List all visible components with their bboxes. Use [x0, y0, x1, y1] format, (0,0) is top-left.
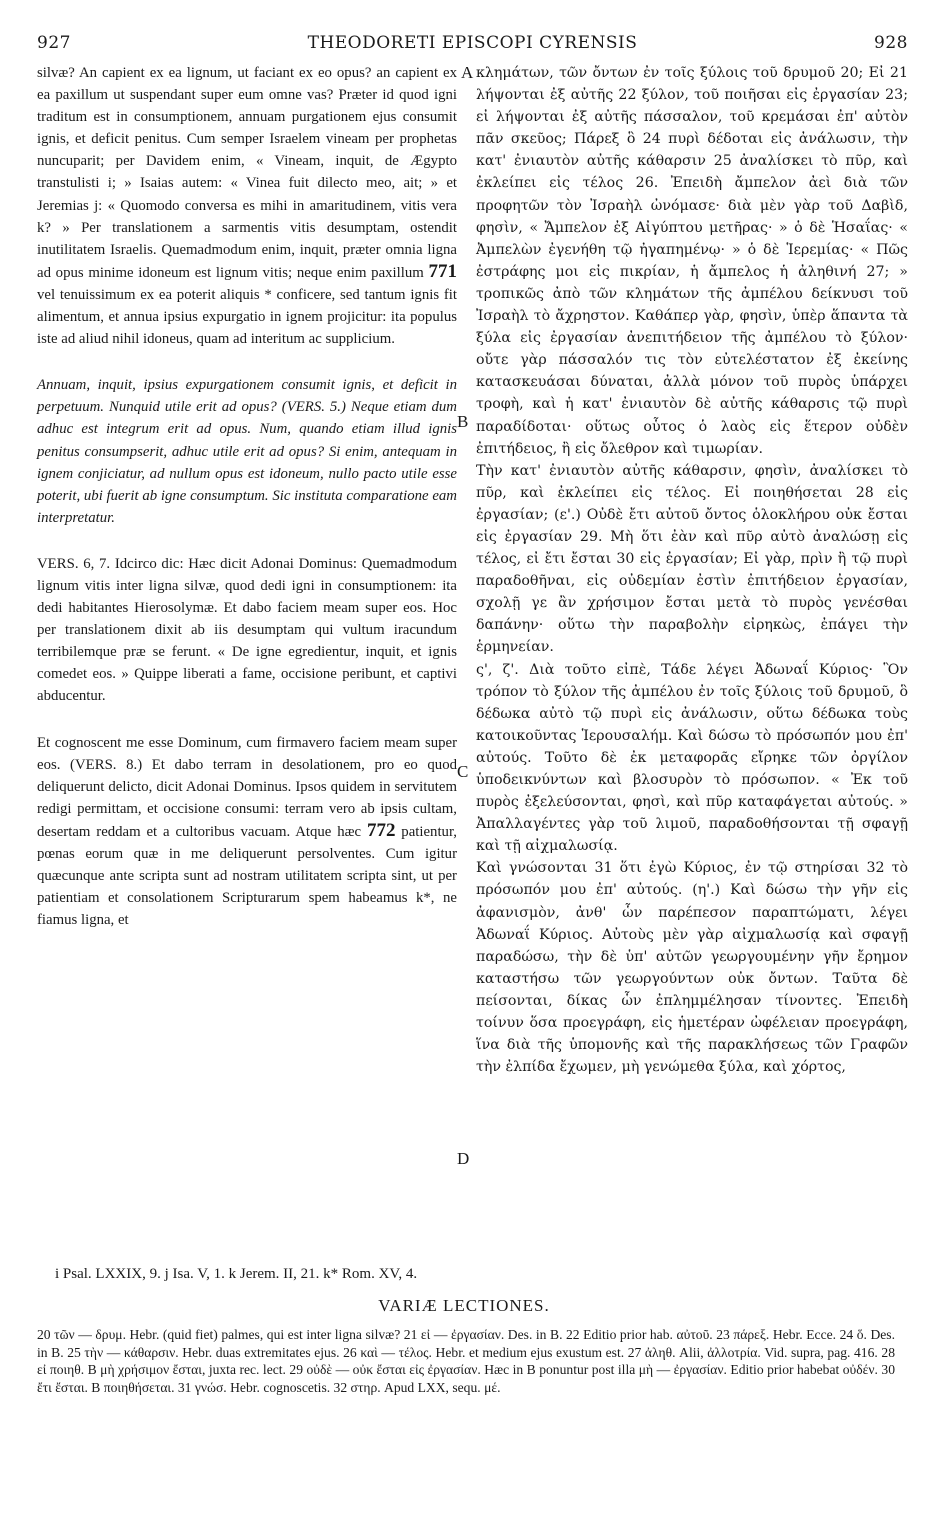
latin-paragraph-4-cont: patientur, pœnas eorum quæ in me deliquerunt persolventes. Cum igitur quæcunque ante scripta sunt ad nostram utilitatem scripta sint, ut per patientiam et consolationem Scripturarum spem habeamus k*, ne fiamus ligna, et: [37, 823, 457, 929]
variae-lectiones-notes: 20 τῶν — δρυμ. Hebr. (quid fiet) palmes, qui est inter ligna silvæ? 21 εἰ — ἐργασίαν. Des. in B. 22 Editio prior hab. αὐτοῦ. 23 πάρεξ. Hebr. Ecce. 24 ὅ. Des. in B. 25 τὴν — κάθαρσιν. Hebr. duas extremitates ejus. 26 καὶ — τέλος. Hebr. et medium ejus exustum est. 27 ἀληθ. Alii, ἀλλοτρία. Vid. supra, pag. 416. 28 εἰ ποιηθ. B μὴ χρήσιμον ἔσται, juxta rec. lect. 29 οὐδὲ — οὐκ ἔσται εἰς ἐργασίαν. Hæc in B ponuntur post illa μὴ — ἐργασίαν. Editio prior habebat οὐδέν. 30 ἔτι ἔσται. B ποιηθήσεται. 31 γνώσ. Hebr. cognoscetis. 32 στηρ. Apud LXX, sequ. μέ.: [37, 1327, 895, 1395]
section-marker-d: D: [457, 1149, 470, 1168]
running-title: THEODORETI EPISCOPI CYRENSIS: [307, 33, 638, 53]
latin-paragraph-4-text: Et cognoscent me esse Dominum, cum firmavero faciem meam super eos. (VERS. 8.) Et dabo terram in desolationem, pro eo quod deliquerunt delicto, dicit Adonai Dominus. Ipsos quidem in servitutem redigi permittam, et occisione consumi: terram vero ab ipsis cultam, desertam reddam et a cultoribus vacuam. Atque hæc: [37, 734, 457, 840]
section-marker-a: A: [461, 63, 474, 82]
column-number-771: 771: [428, 260, 457, 282]
greek-paragraph-2: Τὴν κατ' ἐνιαυτὸν αὐτῆς κάθαρσιν, φησὶν, ἀναλίσκει τὸ πῦρ, καὶ ἐκλείπει εἰς τέλος. Εἰ ποιηθήσεται 28 εἰς ἐργασίαν; (ε'.) Οὐδὲ ἔτι αὐτοῦ ὄντος ὁλοκλήρου οὐκ ἔσται εἰς ἐργασίαν 29. Μὴ ὅτι ἐὰν καὶ πῦρ αὐτὸ ἀναλώσῃ εἰς τέλος, εἰ ἔτι ἔσται 30 εἰς ἐργασίαν; Εἰ γὰρ, πρὶν ἢ τῷ πυρὶ παραδοθῆναι, εἰς οὐδεμίαν ἐστὶν ἐπιτήδειον ἐργασίαν, σχολῇ γε ἂν χρήσιμον ἔσται μετὰ τὸ πυρὸς γενέσθαι δαπάνην· οὕτω τὴν παραβολὴν εἰρηκὼς, ἐπάγει τὴν ἑρμηνείαν.: [476, 462, 908, 656]
variae-lectiones-heading: VARIÆ LECTIONES.: [378, 1296, 550, 1315]
section-marker-c: C: [457, 762, 469, 781]
greek-paragraph-4: Καὶ γνώσονται 31 ὅτι ἐγὼ Κύριος, ἐν τῷ στηρίσαι 32 τὸ πρόσωπόν μου ἐπ' αὐτούς. (η'.) Καὶ δώσω τὴν γῆν εἰς ἀφανισμὸν, ἀνθ' ὧν παρέπεσον παραπτώματι, λέγει Ἀδωναΐ Κύριος. Αὐτοὺς μὲν γὰρ αἰχμαλωσίᾳ καὶ σφαγῇ παραδώσω, τὴν δὲ ὑπ' αὐτῶν γεωργουμένην γῆν ἔρημον καταστήσω τῶν γεωργούντων οὐκ ὄντων. Ταῦτα δὲ πείσονται, δίκας ὧν ἐπλημμέλησαν τίνοντες. Ἐπειδὴ τοίνυν ὅσα προεγράφη, εἰς ἡμετέραν ὠφέλειαν προεγράφη, ἵνα διὰ τῆς ὑπομονῆς καὶ τῆς παρακλήσεως τῶν Γραφῶν τὴν ἐλπίδα ἔχωμεν, μὴ γενώμεθα ξύλα, καὶ χόρτος,: [476, 860, 908, 1076]
latin-paragraph-1-cont: vel tenuissimum ex ea poterit aliquis * conficere, sed tantum ignis fit alimentum, et annua ipsius expurgatio in ignem projicitur: ita populus iste ad aliud nihil idoneus, quam ad interitum ac supplicium.: [37, 286, 457, 348]
page-number-left: 927: [37, 33, 71, 53]
greek-column: [476, 62, 908, 1078]
latin-paragraph-2: Annuam, inquit, ipsius expurgationem consumit ignis, et deficit in perpetuum. Nunquid utile erit ad opus? (VERS. 5.) Neque etiam dum adhuc est integrum erit ad opus. Num, quando etiam illud ignis penitus consumpserit, adhuc utile erit ad opus? Si enim, antequam in ignem conjiciatur, ad nullum opus est idoneum, nullo pacto utile esse poterit, ubi fuerit ab igne consumptum. Sic instituta comparatione eam interpretatur.: [37, 377, 457, 526]
scripture-references: i Psal. LXXIX, 9. j Isa. V, 1. k Jerem. II, 21. k* Rom. XV, 4.: [55, 1266, 418, 1282]
latin-paragraph-1-text: silvæ? An capient ex ea lignum, ut faciant ex eo opus? an capient ex ea paxillum ut suspendant super eum omne vas? Præter id quod igni traditum est in consumptionem, annuam purgationem ejus consumit ignis, et deficit penitus. Cum semper Israelem vineam per prophetas nuncuparit; per Davidem enim, « Vineam, inquit, de Ægypto transtulisti i; » Isaias autem: « Vinea fuit dilecto meo, ait; » et Jeremias j: « Quomodo conversa es mihi in amaritudinem, vitis vera k? » Per translationem a sarmentis vitis desumptam, ostendit inutilitatem Israelis. Quemadmodum enim, inquit, præter omnia ligna ad opus minime idoneum est lignum vitis; neque enim paxillum: [37, 65, 457, 281]
page-number-right: 928: [874, 33, 908, 53]
greek-paragraph-3: ς', ζ'. Διὰ τοῦτο εἰπὲ, Τάδε λέγει Ἀδωναΐ Κύριος· Ὃν τρόπον τὸ ξύλον τῆς ἀμπέλου ἐν τοῖς ξύλοις τοῦ δρυμοῦ, ὃ δέδωκα αὐτὸ τῷ πυρὶ εἰς ἀνάλωσιν, οὕτω δέδωκα τοὺς κατοικοῦντας Ἱερουσαλήμ. Καὶ δώσω τὸ πρόσωπόν μου ἐπ' αὐτούς. Τοῦτο δὲ ἐκ μεταφορᾶς εἴρηκε τῶν ὀργίλον ὑποδεικνύντων καὶ βλοσυρὸν τὸ πρόσωπον. « Ἐκ τοῦ πυρὸς ἐξελεύσονται, φησὶ, καὶ πῦρ καταφάγεται αὐτούς. » Ἀπαλλαγέντες γὰρ τοῦ λιμοῦ, παραδοθήσονται τῇ σφαγῇ καὶ τῇ αἰχμαλωσίᾳ.: [476, 661, 908, 855]
column-number-772: 772: [366, 819, 396, 841]
page-header: [37, 33, 908, 55]
latin-paragraph-3: VERS. 6, 7. Idcirco dic: Hæc dicit Adonai Dominus: Quemadmodum lignum vitis inter ligna silvæ, quod dedi igni in consumptionem: ita dedi habitantes Hierosolymæ. Et dabo faciem meam super eos. Hoc per translationem dixit ab iis desumptam qui vultum iracundum terribilemque præ se ferunt. « De igne egredientur, inquit, et ignis comedet eos. » Quippe liberati a fame, occisione peribunt, et captivi abducentur.: [37, 555, 457, 705]
greek-paragraph-1: κλημάτων, τῶν ὄντων ἐν τοῖς ξύλοις τοῦ δρυμοῦ 20; Εἰ 21 λήψονται ἐξ αὐτῆς 22 ξύλον, τοῦ ποιῆσαι εἰς ἐργασίαν 23; εἰ λήψονται ἐξ αὐτῆς πάσσαλον, τοῦ κρεμάσαι ἐπ' αὐτὸν πᾶν σκεῦος; Πάρεξ ὃ 24 πυρὶ δέδοται εἰς ἀνάλωσιν, τὴν κατ' ἐνιαυτὸν αὐτῆς κάθαρσιν 25 ἀναλίσκει τὸ πῦρ, καὶ ἐκλείπει εἰς τέλος 26. Ἐπειδὴ ἄμπελον ἀεὶ διὰ τῶν προφητῶν τὸν Ἰσραὴλ ὠνόμασε· διὰ μὲν γὰρ τοῦ Δαβὶδ, φησὶν, « Ἄμπελον ἐξ Αἰγύπτου μετῆρας· » ὁ δὲ Ἡσαΐας· « Ἀμπελὼν ἐγενήθη τῷ ἠγαπημένῳ· » ὁ δὲ Ἱερεμίας· « Πῶς ἐστράφης μοι εἰς πικρίαν, ἡ ἄμπελος ἡ ἀληθινή 27; » τροπικῶς ἀπὸ τῶν κλημάτων τῆς ἀμπέλου δείκνυσι τοῦ Ἰσραὴλ τὸ ἄχρηστον. Καθάπερ γὰρ, φησὶν, ὑπὲρ ἅπαντα τὰ ξύλα εἰς ἐργασίαν ἀνεπιτήδειον τῆς ἀμπέλου τὸ ξύλον· οὔτε γὰρ πάσσαλόν τις τὸν εὐτελέστατον ἐξ ἐκείνης κατασκευάσαι δύναται, ἀλλὰ μόνον τοῦ πυρὸς ὑπάρχει τροφὴ, καὶ ἡ κατ' ἐνιαυτὸν δὲ αὐτῆς κάθαρσις τῷ πυρὶ παραδίδοται· οὕτως οὗτος ὁ λαὸς εἰς ἕτερον οὐδὲν ἐπιτήδειος, ἢ εἰς ὄλεθρον καὶ τιμωρίαν.: [476, 65, 908, 457]
latin-column: [37, 62, 457, 931]
latin-paragraph-4: [37, 732, 457, 932]
section-marker-b: B: [457, 412, 469, 431]
latin-paragraph-1: [37, 62, 457, 350]
